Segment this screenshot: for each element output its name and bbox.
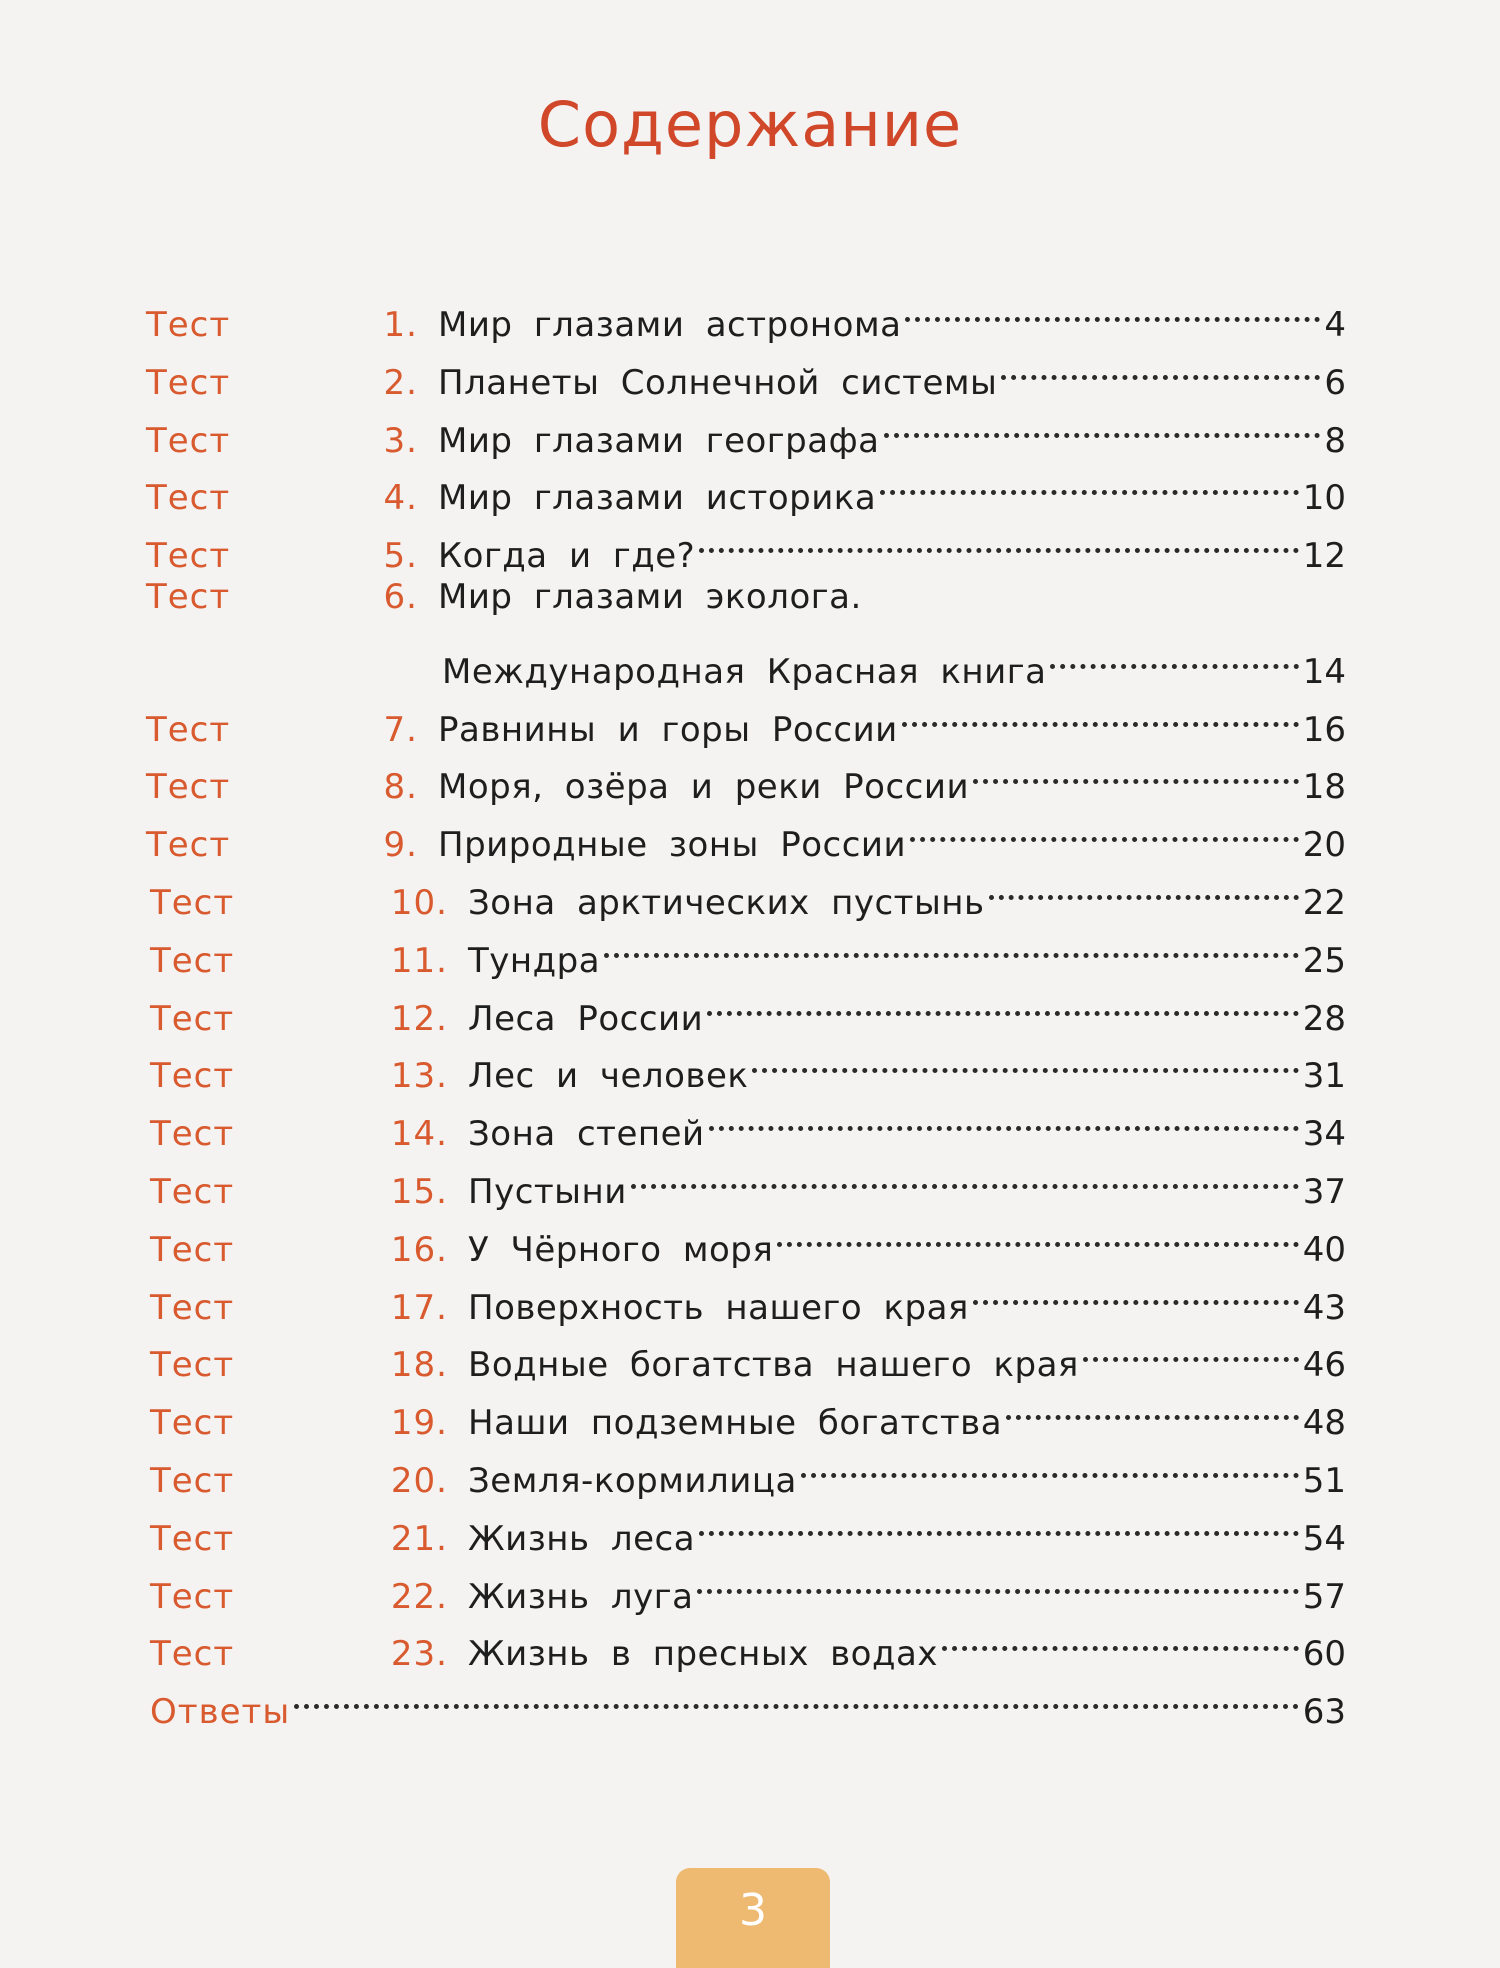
entry-label-word: Тест — [150, 1172, 235, 1212]
entry-title: Зона степей — [468, 1114, 705, 1154]
dot-leader — [631, 1147, 1299, 1203]
dot-leader — [699, 511, 1299, 567]
entry-page-number: 48 — [1302, 1403, 1346, 1443]
entry-title: Пустыни — [468, 1172, 627, 1212]
entry-number: 13. — [390, 1056, 448, 1096]
entry-number: 1. — [383, 305, 418, 345]
toc-entry[interactable] — [146, 396, 1346, 461]
toc-entry[interactable] — [150, 1667, 1346, 1732]
entry-number: 11. — [390, 941, 448, 981]
entry-label-word: Тест — [146, 363, 231, 403]
toc-entry[interactable] — [150, 1031, 1346, 1096]
entry-title-line2: Международная Красная книга — [442, 652, 1047, 692]
entry-title: Жизнь леса — [468, 1519, 696, 1559]
dot-leader — [707, 974, 1299, 1030]
dot-leader — [902, 685, 1299, 741]
toc-entry[interactable] — [150, 1609, 1346, 1674]
entry-label-word: Тест — [146, 710, 231, 750]
entry-number: 21. — [390, 1519, 448, 1559]
entry-title: Планеты Солнечной системы — [438, 363, 998, 403]
entry-page-number: 46 — [1302, 1345, 1346, 1385]
page-title: Содержание — [537, 88, 963, 161]
dot-leader — [1001, 338, 1320, 394]
dot-leader — [1006, 1378, 1299, 1434]
toc-entry[interactable] — [146, 742, 1346, 807]
entry-label-word: Тест — [150, 1577, 235, 1617]
entry-number: 3. — [383, 421, 418, 461]
entry-page-number: 54 — [1302, 1519, 1346, 1559]
entry-title: У Чёрного моря — [468, 1230, 774, 1270]
entry-title: Водные богатства нашего края — [468, 1345, 1079, 1385]
entry-label-word: Ответы — [150, 1692, 291, 1732]
entry-title: Жизнь в пресных водах — [468, 1634, 938, 1674]
entry-page-number: 63 — [1302, 1692, 1346, 1732]
dot-leader — [973, 1263, 1299, 1319]
entry-label — [146, 569, 418, 625]
entry-label-word: Тест — [150, 1288, 235, 1328]
toc-entry[interactable] — [150, 1089, 1346, 1154]
dot-leader — [699, 1494, 1299, 1550]
toc-entry[interactable] — [150, 1205, 1346, 1270]
entry-label-word: Тест — [150, 883, 235, 923]
dot-leader — [1083, 1320, 1299, 1376]
entry-label-word: Тест — [150, 1403, 235, 1443]
entry-number: 6. — [383, 577, 418, 617]
toc-entry[interactable] — [150, 1378, 1346, 1443]
toc-entry[interactable] — [150, 1494, 1346, 1559]
entry-label-word: Тест — [146, 305, 231, 345]
entry-page-number: 22 — [1302, 883, 1346, 923]
entry-label-word: Тест — [150, 1345, 235, 1385]
toc-entry[interactable] — [146, 511, 1346, 576]
entry-page-number: 60 — [1302, 1634, 1346, 1674]
entry-title: Наши подземные богатства — [468, 1403, 1003, 1443]
entry-number: 9. — [383, 825, 418, 865]
entry-page-number: 16 — [1302, 710, 1346, 750]
entry-page-number: 14 — [1302, 652, 1346, 692]
entry-page-number: 18 — [1302, 767, 1346, 807]
entry-number: 2. — [383, 363, 418, 403]
entry-title: Земля-кормилица — [468, 1461, 797, 1501]
toc-entry[interactable] — [150, 974, 1346, 1039]
page-number-badge: 3 — [676, 1868, 830, 1968]
entry-number: 15. — [390, 1172, 448, 1212]
entry-label-word: Тест — [146, 536, 231, 576]
dot-leader — [801, 1436, 1299, 1492]
dot-leader — [884, 396, 1321, 452]
dot-leader — [1050, 627, 1298, 683]
entry-number: 22. — [390, 1577, 448, 1617]
dot-leader — [973, 742, 1299, 798]
entry-number: 5. — [383, 536, 418, 576]
entry-title: Когда и где? — [438, 536, 696, 576]
entry-label-word: Тест — [146, 478, 231, 518]
toc-entry[interactable] — [150, 1320, 1346, 1385]
entry-title: Зона арктических пустынь — [468, 883, 985, 923]
toc-entry[interactable] — [150, 858, 1346, 923]
entry-page-number: 12 — [1302, 536, 1346, 576]
entry-title: Лес и человек — [468, 1056, 749, 1096]
entry-page-number: 25 — [1302, 941, 1346, 981]
entry-page-number: 10 — [1302, 478, 1346, 518]
entry-label-word: Тест — [150, 1114, 235, 1154]
dot-leader — [905, 280, 1320, 336]
entry-number: 20. — [390, 1461, 448, 1501]
entry-number: 12. — [390, 999, 448, 1039]
table-of-contents — [0, 280, 1500, 1732]
toc-entry[interactable] — [150, 1436, 1346, 1501]
entry-number: 10. — [390, 883, 448, 923]
entry-label-word: Тест — [150, 999, 235, 1039]
entry-number: 7. — [383, 710, 418, 750]
entry-page-number: 34 — [1302, 1114, 1346, 1154]
toc-entry[interactable] — [150, 1147, 1346, 1212]
entry-label-word: Тест — [150, 1634, 235, 1674]
entry-title: Тундра — [468, 941, 601, 981]
entry-number: 18. — [390, 1345, 448, 1385]
entry-title: Природные зоны России — [438, 825, 907, 865]
entry-label-word: Тест — [150, 1230, 235, 1270]
toc-entry[interactable] — [146, 685, 1346, 750]
toc-entry[interactable] — [146, 280, 1346, 345]
entry-label-word: Тест — [146, 767, 231, 807]
dot-leader — [989, 858, 1299, 914]
entry-page-number: 37 — [1302, 1172, 1346, 1212]
entry-number: 8. — [383, 767, 418, 807]
dot-leader — [697, 1552, 1298, 1608]
entry-title: Леса России — [468, 999, 704, 1039]
dot-leader — [777, 1205, 1298, 1261]
entry-number: 4. — [383, 478, 418, 518]
entry-title: Мир глазами эколога. — [438, 577, 862, 617]
toc-entry[interactable] — [146, 453, 1346, 518]
entry-label-word: Тест — [146, 421, 231, 461]
entry-number: 14. — [390, 1114, 448, 1154]
toc-entry[interactable] — [150, 916, 1346, 981]
entry-title: Поверхность нашего края — [468, 1288, 969, 1328]
entry-title: Равнины и горы России — [438, 710, 898, 750]
dot-leader — [709, 1089, 1299, 1145]
toc-entry[interactable] — [146, 338, 1346, 403]
entry-page-number: 57 — [1302, 1577, 1346, 1617]
entry-page-number: 28 — [1302, 999, 1346, 1039]
entry-number: 16. — [390, 1230, 448, 1270]
toc-entry[interactable] — [150, 1263, 1346, 1328]
dot-leader — [880, 453, 1299, 509]
entry-label-word: Тест — [146, 825, 231, 865]
entry-page-number: 20 — [1302, 825, 1346, 865]
dot-leader — [294, 1667, 1299, 1723]
entry-title: Жизнь луга — [468, 1577, 694, 1617]
dot-leader — [910, 800, 1299, 856]
entry-page-number: 31 — [1302, 1056, 1346, 1096]
entry-number: 23. — [390, 1634, 448, 1674]
entry-title: Моря, озёра и реки России — [438, 767, 970, 807]
entry-title: Мир глазами историка — [438, 478, 877, 518]
dot-leader — [752, 1031, 1298, 1087]
dot-leader — [604, 916, 1299, 972]
entry-label-word: Тест — [150, 1461, 235, 1501]
entry-page-number: 40 — [1302, 1230, 1346, 1270]
entry-label-word: Тест — [150, 1519, 235, 1559]
entry-number: 19. — [390, 1403, 448, 1443]
entry-label-word: Тест — [150, 941, 235, 981]
entry-title: Мир глазами астронома — [438, 305, 902, 345]
entry-label-word: Тест — [146, 577, 231, 617]
entry-page-number: 43 — [1302, 1288, 1346, 1328]
entry-number: 17. — [390, 1288, 448, 1328]
entry-page-number: 8 — [1324, 421, 1346, 461]
entry-page-number: 4 — [1324, 305, 1346, 345]
toc-entry[interactable] — [150, 1552, 1346, 1617]
entry-title: Мир глазами географа — [438, 421, 880, 461]
toc-entry[interactable] — [146, 800, 1346, 865]
dot-leader — [942, 1609, 1299, 1665]
entry-page-number: 51 — [1302, 1461, 1346, 1501]
toc-entry[interactable] — [146, 569, 1346, 625]
entry-label-word: Тест — [150, 1056, 235, 1096]
toc-entry[interactable] — [442, 627, 1346, 692]
entry-page-number: 6 — [1324, 363, 1346, 403]
entry-label — [150, 1684, 290, 1740]
